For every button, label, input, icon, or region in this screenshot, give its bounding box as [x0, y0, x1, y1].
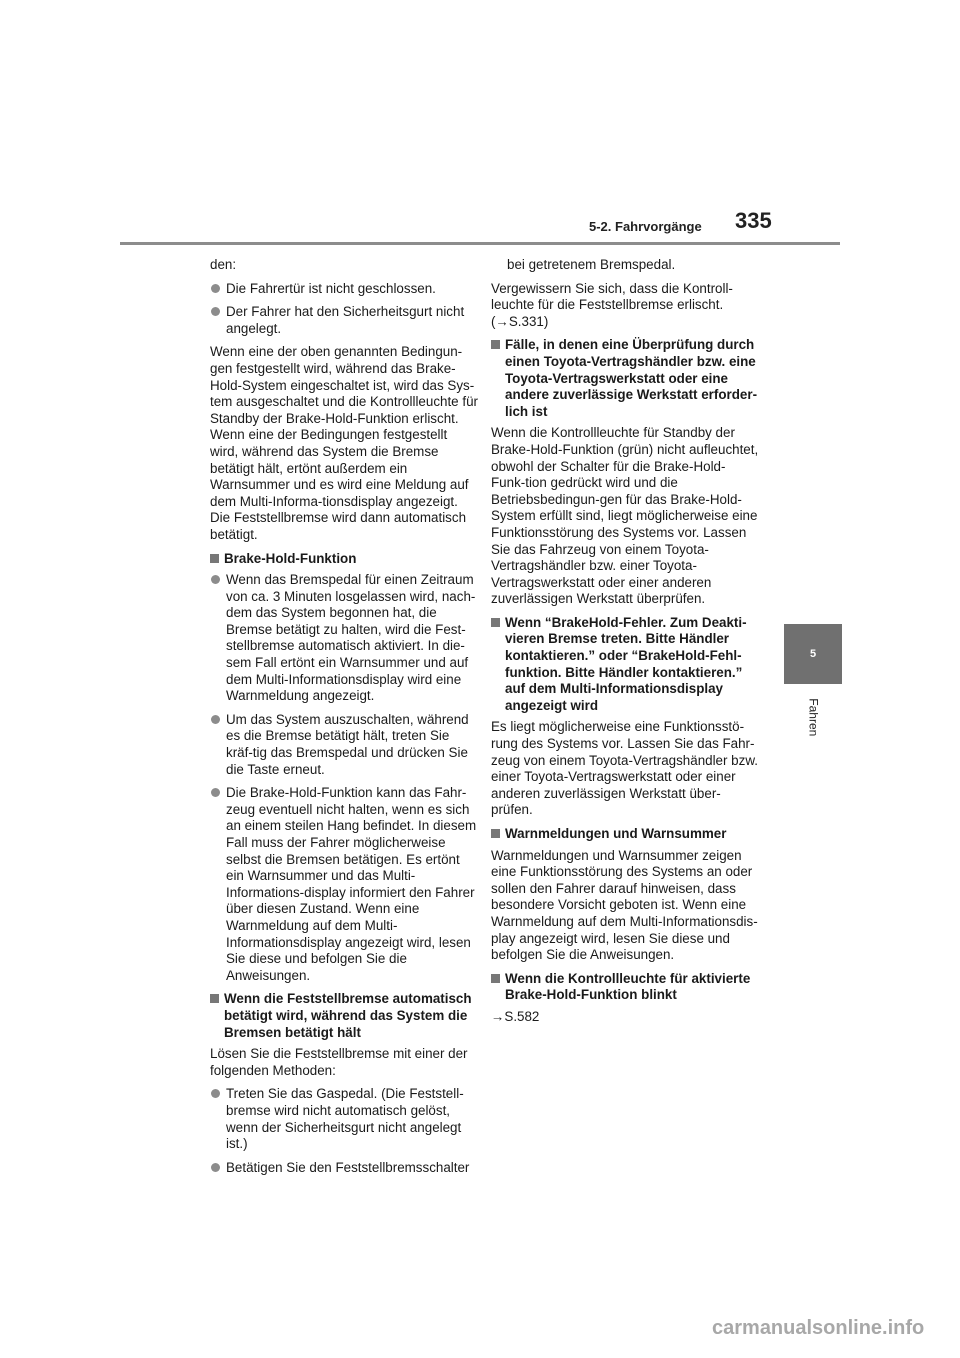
section-heading — [210, 551, 478, 568]
list-item — [210, 572, 478, 705]
continuation-text: bei getretenem Bremspedal. — [507, 257, 676, 272]
square-bullet-icon — [210, 994, 219, 1003]
square-bullet-icon — [491, 829, 500, 838]
bullet-text: Um das System auszuschalten, während es die Bremse betätigt hält, treten Sie kräf-tig das Bremspedal und drücken Sie die Taste erneut. — [226, 711, 469, 777]
heading-text: Brake-Hold-Funktion — [224, 550, 357, 566]
bullet-icon — [211, 284, 220, 293]
heading-text: Wenn die Feststellbremse automatisch betätigt wird, während das System die Bremsen betätigt hält — [224, 991, 472, 1040]
bullet-text: Betätigen Sie den Feststellbremsschalter — [226, 1159, 470, 1175]
square-bullet-icon — [491, 340, 500, 349]
bullet-icon — [211, 715, 220, 724]
paragraph: Wenn eine der oben genannten Bedingun-gen festgestellt wird, während das Brake-Hold-System eingeschaltet ist, wird das Sys-tem ausgeschaltet und die Kontrollleuchte für Standby der Brake-Hold-Funktion erlischt. Wenn eine der Bedingungen festgestellt wird, während das System die Bremse betätigt hält, ertönt außerdem ein Warnsummer und es wird eine Meldung auf dem Multi-Informa-tionsdisplay angezeigt. Die Feststellbremse wird dann automatisch betätigt. — [210, 344, 478, 542]
paragraph: Lösen Sie die Feststellbremse mit einer der folgenden Methoden: — [210, 1046, 468, 1078]
heading-text: Warnmeldungen und Warnsummer — [505, 826, 727, 841]
bullet-icon — [211, 307, 220, 316]
list-item — [210, 1086, 478, 1152]
paragraph: Wenn die Kontrollleuchte für Standby der Brake-Hold-Funktion (grün) nicht aufleuchtet, obwohl der Schalter für die Brake-Hold-Funk-tion gedrückt wird und die Betriebsbedingun-gen für das Brake-Hold-System erfüllt sind, liegt möglicherweise eine Funktionsstörung des Systems vor. Lassen Sie das Fahrzeug von einem Toyota-Vertragshändler bzw. einer Toyota-Vertragswerkstatt oder einer anderen zuverlässigen Werkstatt überprüfen. — [491, 425, 759, 607]
list-item — [210, 1160, 478, 1177]
page-number: 335 — [735, 208, 772, 233]
section-heading — [491, 826, 759, 843]
section-heading — [210, 991, 478, 1041]
list-item — [210, 281, 478, 298]
bullet-text: Die Fahrertür ist nicht geschlossen. — [226, 280, 436, 296]
bullet-icon — [211, 788, 220, 797]
section-title: 5-2. Fahrvorgänge — [589, 219, 702, 234]
section-heading — [491, 971, 759, 1004]
paragraph: Es liegt möglicherweise eine Funktionsstö-rung des Systems vor. Lassen Sie das Fahr-zeug von einem Toyota-Vertragshändler bzw. einer Toyota-Vertragswerkstatt oder einer anderen zuverlässigen Werkstatt über-prüfen. — [491, 719, 758, 818]
list-item — [210, 304, 478, 337]
list-item — [210, 712, 478, 778]
paragraph: Warnmeldungen und Warnsummer zeigen eine Funktionsstörung des Systems an oder sollen den Fahrer darauf hinweisen, dass besondere Vorsicht geboten ist. Wenn eine Warnmeldung auf dem Multi-Informationsdis-play angezeigt wird, lesen Sie diese und befolgen Sie die Anweisungen. — [491, 847, 758, 963]
chapter-title-text: Fahren — [806, 697, 821, 737]
page-reference: →S.582 — [491, 1008, 540, 1024]
intro-text: den: — [210, 257, 237, 272]
list-item — [210, 785, 478, 984]
bullet-icon — [211, 1163, 220, 1172]
paragraph: Vergewissern Sie sich, dass die Kontroll-leuchte für die Feststellbremse erlischt. (→S.331) — [491, 280, 733, 329]
bullet-text: Wenn das Bremspedal für einen Zeitraum von ca. 3 Minuten losgelassen wird, nach-dem das System begonnen hat, die Bremse betätigt zu halten, wird die Fest-stellbremse automatisch aktiviert. In die-sem Fall ertönt ein Warnsummer und auf dem Multi-Informationsdisplay wird eine Warnmeldung angezeigt. — [226, 572, 476, 704]
section-heading — [491, 615, 759, 715]
square-bullet-icon — [491, 974, 500, 983]
bullet-text: Treten Sie das Gaspedal. (Die Feststell-bremse wird nicht automatisch gelöst, wenn der Sicherheitsgurt nicht angelegt ist.) — [226, 1086, 464, 1152]
bullet-text: Der Fahrer hat den Sicherheitsgurt nicht angelegt. — [226, 304, 465, 336]
heading-text: Wenn die Kontrollleuchte für aktivierte Brake-Hold-Funktion blinkt — [505, 970, 751, 1003]
bullet-text: Die Brake-Hold-Funktion kann das Fahr-zeug eventuell nicht halten, wenn es sich an einem steilen Hang befindet. In diesem Fall muss der Fahrer möglicherweise selbst die Bremsen betätigen. Es ertönt ein Warnsummer und das Multi-Informations-display informiert den Fahrer über diesen Zustand. Wenn eine Warnmeldung auf dem Multi-Informationsdisplay angezeigt wird, lesen Sie diese und befolgen Sie die Anweisungen. — [226, 785, 477, 983]
square-bullet-icon — [210, 554, 219, 563]
header-divider — [120, 242, 840, 245]
right-column — [491, 257, 759, 1033]
heading-text: Fälle, in denen eine Überprüfung durch einen Toyota-Vertragshändler bzw. eine Toyota-Vertragswerkstatt oder eine andere zuverlässige Werkstatt erforder-lich ist — [505, 337, 758, 419]
watermark: carmanualsonline.info — [712, 1317, 925, 1339]
left-column — [210, 257, 478, 1183]
square-bullet-icon — [491, 618, 500, 627]
bullet-icon — [211, 575, 220, 584]
section-heading — [491, 337, 759, 420]
chapter-number-tab: 5 — [784, 624, 842, 684]
heading-text: Wenn “BrakeHold-Fehler. Zum Deakti-vieren Bremse treten. Bitte Händler kontaktieren.” oder “BrakeHold-Fehl-funktion. Bitte Händler kontaktieren.” auf dem Multi-Informationsdisplay angezeigt wird — [505, 614, 747, 713]
bullet-icon — [211, 1089, 220, 1098]
chapter-title-label — [784, 692, 842, 742]
